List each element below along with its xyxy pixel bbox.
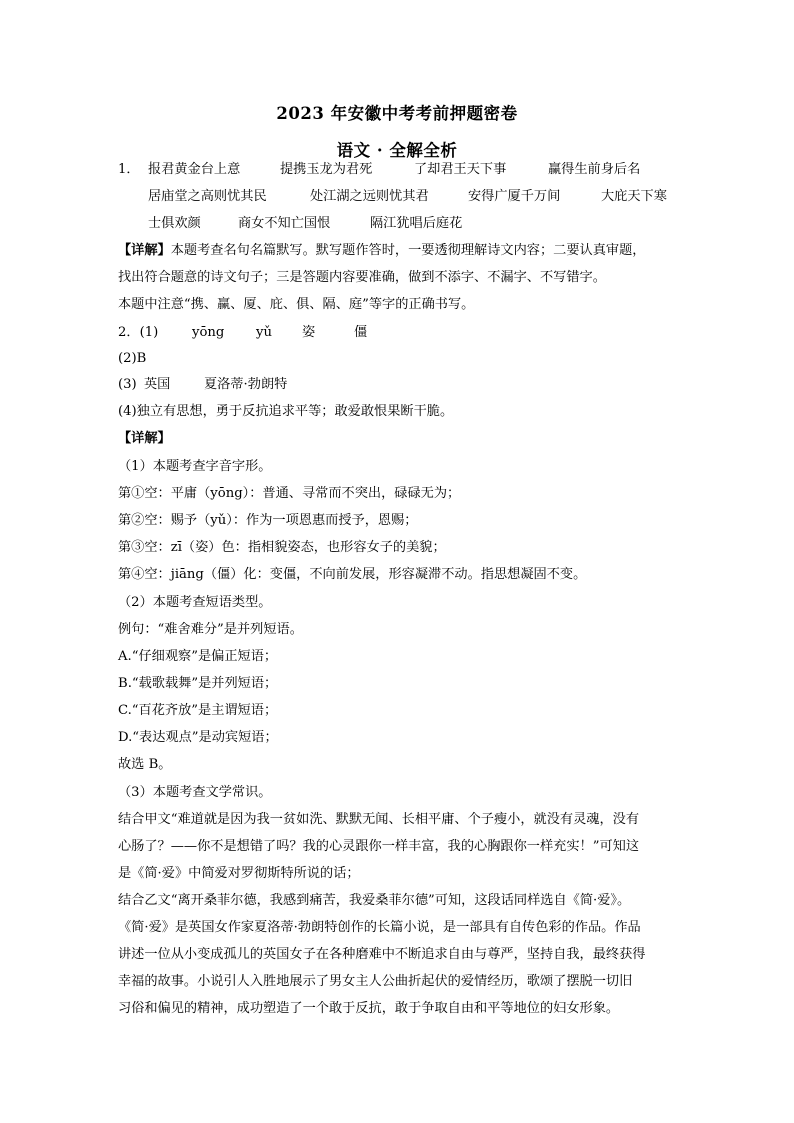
q2-detail-line: D.“表达观点”是动宾短语；	[118, 730, 278, 745]
q1-detail-line3: 本题中注意“携、赢、厦、庇、俱、隔、庭”等字的正确书写。	[118, 297, 475, 312]
answer-cell: 英国	[144, 377, 171, 392]
q2-detail-line: 第②空：赐予（yǔ）：作为一项恩惠而授予，恩赐；	[118, 513, 418, 528]
answer-cell: 了却君王天下事	[414, 162, 507, 177]
answer-cell: 商女不知亡国恨	[238, 216, 331, 231]
q2-detail-label: 【详解】	[118, 431, 171, 446]
page-title: 2023 年安徽中考考前押题密卷	[276, 104, 518, 123]
detail-label: 【详解】	[118, 243, 171, 258]
q2-detail-line: 例句：“难舍难分”是并列短语。	[118, 622, 303, 637]
answer-cell: 处江湖之远则忧其君	[310, 189, 429, 204]
page-subtitle: 语文 · 全解全析	[336, 141, 458, 160]
q2-detail-line: 故选 B。	[118, 757, 172, 772]
q2-detail-line: 讲述一位从小变成孤儿的英国女子在各种磨难中不断追求自由与尊严，坚持自我，最终获得	[118, 947, 646, 962]
q1-number: 1．	[118, 162, 140, 177]
q2-detail-line: 是《简·爱》中简爱对罗彻斯特所说的话；	[118, 866, 360, 881]
q1-detail-line1: 【详解】本题考查名句名篇默写。默写题作答时，一要透彻理解诗文内容；二要认真审题，	[118, 243, 646, 258]
q2-detail-line: A.“仔细观察”是偏正短语；	[118, 649, 278, 664]
answer-cell: 提携玉龙为君死	[280, 162, 373, 177]
q2-detail-line: B.“载歌载舞”是并列短语；	[118, 676, 278, 691]
q2-answer2: (2)B	[118, 351, 147, 366]
answer-label: (3)	[118, 377, 137, 392]
q2-detail-line: 第④空：jiāng（僵）化：变僵，不向前发展，形容凝滞不动。指思想凝固不变。	[118, 567, 587, 582]
q2-detail-line: 《简·爱》是英国女作家夏洛蒂·勃朗特创作的长篇小说，是一部具有自传色彩的作品。作品	[118, 920, 641, 935]
q2-detail-line: C.“百花齐放”是主谓短语；	[118, 703, 278, 718]
answer-cell: 赢得生前身后名	[548, 162, 641, 177]
q2-detail-line: 心肠了？——你不是想错了吗？我的心灵跟你一样丰富，我的心胸跟你一样充实！”可知这	[118, 839, 640, 854]
q2-detail-line: 习俗和偏见的精神，成功塑造了一个敢于反抗，敢于争取自由和平等地位的妇女形象。	[118, 1001, 620, 1016]
answer-cell: 安得广厦千万间	[468, 189, 561, 204]
answer-cell: 夏洛蒂·勃朗特	[204, 377, 288, 392]
answer-cell: yōng	[192, 325, 225, 340]
q2-detail-line: 第①空：平庸（yōng）：普通、寻常而不突出，碌碌无为；	[118, 486, 461, 501]
answer-cell: 姿	[302, 325, 316, 340]
q2-detail-line: （1）本题考查字音字形。	[118, 459, 272, 474]
answer-cell: 僵	[354, 325, 368, 340]
answer-cell: 士俱欢颜	[148, 216, 201, 231]
q2-detail-line: 结合乙文“离开桑菲尔德，我感到痛苦，我爱桑菲尔德”可知，这段话同样选自《简·爱》。	[118, 893, 631, 908]
q2-detail-line: （3）本题考查文学常识。	[118, 785, 272, 800]
answer-cell: 居庙堂之高则忧其民	[148, 189, 267, 204]
q2-detail-line: 结合甲文“难道就是因为我一贫如洗、默默无闻、长相平庸、个子瘦小，就没有灵魂，没有	[118, 812, 640, 827]
answer-cell: 隔江犹唱后庭花	[370, 216, 463, 231]
answer-cell: yǔ	[256, 325, 272, 340]
q1-detail-line2: 找出符合题意的诗文句子；三是答题内容要准确，做到不添字、不漏字、不写错字。	[118, 270, 606, 285]
q2-detail-line: 幸福的故事。小说引人入胜地展示了男女主人公曲折起伏的爱情经历，歌颂了摆脱一切旧	[118, 974, 633, 989]
q2-answer4: (4)独立有思想，勇于反抗追求平等；敢爱敢恨果断干脆。	[118, 404, 454, 419]
q2-detail-line: （2）本题考查短语类型。	[118, 595, 272, 610]
q2-detail-line: 第③空：zī（姿）色：指相貌姿态，也形容女子的美貌；	[118, 540, 446, 555]
q2-number: 2．(1)	[118, 325, 159, 340]
answer-cell: 报君黄金台上意	[148, 162, 241, 177]
answer-cell: 大庇天下寒	[601, 189, 667, 204]
